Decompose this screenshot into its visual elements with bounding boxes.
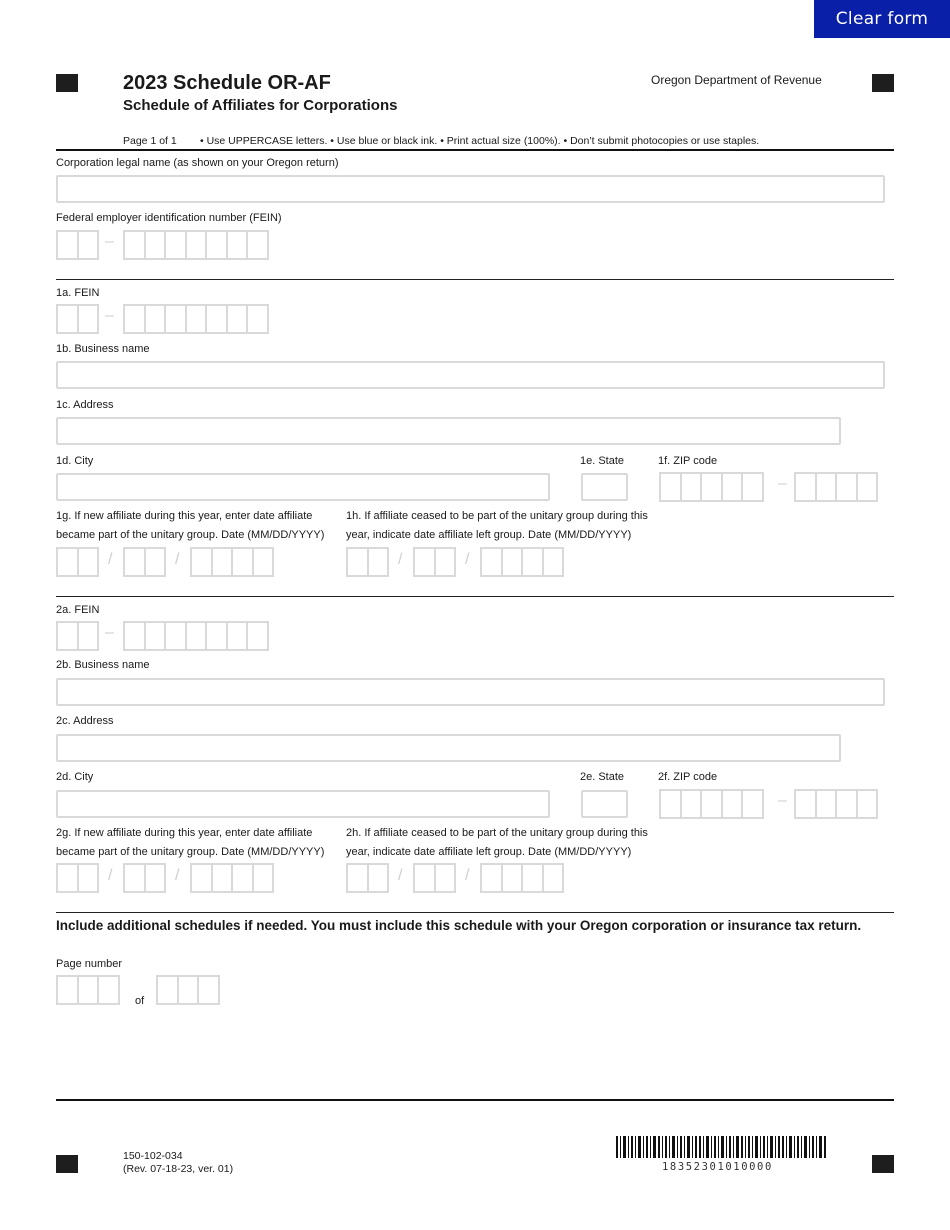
- affiliate-1-ceased-date-label-line1: 1h. If affiliate ceased to be part of the unitary group during this: [346, 510, 648, 522]
- registration-mark-bottom-left: [56, 1155, 78, 1173]
- form-number-block: [123, 1150, 233, 1176]
- affiliate-2-ceased-date-day-input[interactable]: [413, 863, 454, 893]
- affiliate-2-fein-suffix-input[interactable]: [123, 621, 267, 651]
- digit-box[interactable]: [185, 304, 208, 334]
- affiliate-2-zip-label: 2f. ZIP code: [658, 771, 718, 783]
- affiliate-1-ceased-date-year-input[interactable]: [480, 547, 562, 577]
- digit-box[interactable]: [197, 975, 220, 1005]
- barcode-icon: [616, 1136, 826, 1158]
- affiliate-1-address-input[interactable]: [56, 417, 841, 445]
- digit-box[interactable]: [123, 304, 146, 334]
- digit-box[interactable]: [542, 547, 565, 577]
- affiliate-2-address-input[interactable]: [56, 734, 841, 762]
- affiliate-2-new-date-year-input[interactable]: [190, 863, 272, 893]
- affiliate-2-business-label: 2b. Business name: [56, 659, 150, 671]
- digit-box[interactable]: [123, 863, 146, 893]
- digit-box[interactable]: [480, 863, 503, 893]
- digit-box[interactable]: [659, 472, 682, 502]
- digit-box[interactable]: [680, 472, 703, 502]
- affiliate-2-fein-label: 2a. FEIN: [56, 604, 100, 616]
- digit-box[interactable]: [185, 230, 208, 260]
- header-rule: [56, 149, 894, 151]
- form-number: 150-102-034: [123, 1150, 183, 1162]
- digit-box[interactable]: [700, 472, 723, 502]
- affiliate-2-new-date-day-input[interactable]: [123, 863, 164, 893]
- digit-box[interactable]: [252, 863, 275, 893]
- zip-dash: –: [778, 475, 787, 492]
- digit-box[interactable]: [815, 472, 838, 502]
- affiliate-2-city-input[interactable]: [56, 790, 550, 818]
- date-slash: /: [465, 551, 470, 568]
- affiliate-2-business-input[interactable]: [56, 678, 885, 706]
- digit-box[interactable]: [231, 547, 254, 577]
- digit-box[interactable]: [226, 230, 249, 260]
- page-number-input[interactable]: [56, 975, 118, 1005]
- digit-box[interactable]: [123, 547, 146, 577]
- affiliate-2-new-date-label-line1: 2g. If new affiliate during this year, enter date affiliate: [56, 827, 313, 839]
- corp-name-label: Corporation legal name (as shown on your Oregon return): [56, 157, 339, 169]
- digit-box[interactable]: [659, 789, 682, 819]
- digit-box[interactable]: [246, 304, 269, 334]
- footer-rule: [56, 1099, 894, 1101]
- affiliate-2-new-date-month-input[interactable]: [56, 863, 97, 893]
- digit-box[interactable]: [856, 789, 879, 819]
- digit-box[interactable]: [56, 621, 79, 651]
- fein-dash: –: [105, 233, 114, 250]
- section-divider: [56, 912, 894, 913]
- affiliate-1-new-date-label-line2: became part of the unitary group. Date (MM/DD/YYYY): [56, 529, 325, 541]
- digit-box[interactable]: [480, 547, 503, 577]
- barcode-number: 18352301010000: [662, 1161, 773, 1173]
- digit-box[interactable]: [156, 975, 179, 1005]
- digit-box[interactable]: [144, 547, 167, 577]
- digit-box[interactable]: [190, 547, 213, 577]
- digit-box[interactable]: [501, 863, 524, 893]
- affiliate-1-fein-suffix-input[interactable]: [123, 304, 267, 334]
- form-title: 2023 Schedule OR-AF: [123, 72, 331, 94]
- digit-box[interactable]: [434, 547, 457, 577]
- digit-box[interactable]: [211, 863, 234, 893]
- digit-box[interactable]: [190, 863, 213, 893]
- digit-box[interactable]: [144, 621, 167, 651]
- digit-box[interactable]: [815, 789, 838, 819]
- digit-box[interactable]: [56, 547, 79, 577]
- digit-box[interactable]: [856, 472, 879, 502]
- page-indicator: Page 1 of 1: [123, 135, 177, 147]
- digit-box[interactable]: [794, 472, 817, 502]
- section-divider: [56, 279, 894, 280]
- affiliate-1-ceased-date-day-input[interactable]: [413, 547, 454, 577]
- digit-box[interactable]: [77, 547, 100, 577]
- affiliate-1-business-label: 1b. Business name: [56, 343, 150, 355]
- digit-box[interactable]: [97, 975, 120, 1005]
- additional-schedules-notice: Include additional schedules if needed. You must include this schedule with your Oregon corporation or insurance tax return.: [56, 918, 862, 933]
- digit-box[interactable]: [346, 863, 369, 893]
- digit-box[interactable]: [741, 789, 764, 819]
- date-slash: /: [398, 551, 403, 568]
- affiliate-2-ceased-date-label-line1: 2h. If affiliate ceased to be part of the unitary group during this: [346, 827, 648, 839]
- of-label: of: [135, 995, 145, 1007]
- digit-box[interactable]: [721, 472, 744, 502]
- affiliate-2-zip5-input[interactable]: [659, 789, 762, 819]
- page-number-label: Page number: [56, 958, 123, 970]
- digit-box[interactable]: [77, 863, 100, 893]
- digit-box[interactable]: [56, 304, 79, 334]
- digit-box[interactable]: [680, 789, 703, 819]
- digit-box[interactable]: [185, 621, 208, 651]
- digit-box[interactable]: [700, 789, 723, 819]
- digit-box[interactable]: [123, 230, 146, 260]
- fein-dash: –: [105, 307, 114, 324]
- digit-box[interactable]: [144, 230, 167, 260]
- registration-mark-top-left: [56, 74, 78, 92]
- corp-fein-prefix-input[interactable]: [56, 230, 97, 260]
- affiliate-2-ceased-date-year-input[interactable]: [480, 863, 562, 893]
- digit-box[interactable]: [144, 863, 167, 893]
- registration-mark-bottom-right: [872, 1155, 894, 1173]
- section-divider: [56, 596, 894, 597]
- corp-fein-label: Federal employer identification number (FEIN): [56, 212, 282, 224]
- digit-box[interactable]: [794, 789, 817, 819]
- digit-box[interactable]: [367, 547, 390, 577]
- zip-dash: –: [778, 792, 787, 809]
- digit-box[interactable]: [835, 789, 858, 819]
- affiliate-2-address-label: 2c. Address: [56, 715, 114, 727]
- digit-box[interactable]: [205, 230, 228, 260]
- affiliate-1-new-date-month-input[interactable]: [56, 547, 97, 577]
- affiliate-2-zip4-input[interactable]: [794, 789, 876, 819]
- digit-box[interactable]: [77, 304, 100, 334]
- affiliate-1-city-input[interactable]: [56, 473, 550, 501]
- department-name: Oregon Department of Revenue: [651, 73, 822, 87]
- digit-box[interactable]: [231, 863, 254, 893]
- affiliate-2-fein-prefix-input[interactable]: [56, 621, 97, 651]
- date-slash: /: [175, 551, 180, 568]
- digit-box[interactable]: [226, 621, 249, 651]
- digit-box[interactable]: [521, 863, 544, 893]
- affiliate-2-state-label: 2e. State: [580, 771, 625, 783]
- digit-box[interactable]: [413, 863, 436, 893]
- affiliate-1-new-date-day-input[interactable]: [123, 547, 164, 577]
- affiliate-1-ceased-date-month-input[interactable]: [346, 547, 387, 577]
- digit-box[interactable]: [205, 304, 228, 334]
- affiliate-2-ceased-date-label-line2: year, indicate date affiliate left group. Date (MM/DD/YYYY): [346, 846, 632, 858]
- digit-box[interactable]: [56, 975, 79, 1005]
- affiliate-1-fein-prefix-input[interactable]: [56, 304, 97, 334]
- digit-box[interactable]: [346, 547, 369, 577]
- affiliate-2-state-input[interactable]: [581, 790, 628, 818]
- form-revision: (Rev. 07-18-23, ver. 01): [123, 1163, 234, 1175]
- digit-box[interactable]: [56, 230, 79, 260]
- affiliate-1-zip-label: 1f. ZIP code: [658, 455, 718, 467]
- digit-box[interactable]: [77, 621, 100, 651]
- digit-box[interactable]: [164, 230, 187, 260]
- registration-mark-top-right: [872, 74, 894, 92]
- affiliate-1-new-date-year-input[interactable]: [190, 547, 272, 577]
- digit-box[interactable]: [177, 975, 200, 1005]
- form-subtitle: Schedule of Affiliates for Corporations: [123, 97, 398, 114]
- digit-box[interactable]: [211, 547, 234, 577]
- affiliate-1-city-label: 1d. City: [56, 455, 94, 467]
- corp-name-input[interactable]: [56, 175, 885, 203]
- affiliate-1-address-label: 1c. Address: [56, 399, 114, 411]
- digit-box[interactable]: [741, 472, 764, 502]
- affiliate-1-zip4-input[interactable]: [794, 472, 876, 502]
- digit-box[interactable]: [56, 863, 79, 893]
- digit-box[interactable]: [226, 304, 249, 334]
- digit-box[interactable]: [521, 547, 544, 577]
- digit-box[interactable]: [164, 304, 187, 334]
- affiliate-1-fein-label: 1a. FEIN: [56, 287, 100, 299]
- affiliate-1-ceased-date-label-line2: year, indicate date affiliate left group. Date (MM/DD/YYYY): [346, 529, 632, 541]
- digit-box[interactable]: [501, 547, 524, 577]
- affiliate-2-city-label: 2d. City: [56, 771, 94, 783]
- affiliate-1-business-input[interactable]: [56, 361, 885, 389]
- clear-form-button[interactable]: Clear form: [814, 0, 950, 38]
- digit-box[interactable]: [252, 547, 275, 577]
- affiliate-2-ceased-date-month-input[interactable]: [346, 863, 387, 893]
- digit-box[interactable]: [835, 472, 858, 502]
- date-slash: /: [108, 551, 113, 568]
- date-slash: /: [465, 867, 470, 884]
- digit-box[interactable]: [367, 863, 390, 893]
- digit-box[interactable]: [542, 863, 565, 893]
- digit-box[interactable]: [144, 304, 167, 334]
- date-slash: /: [175, 867, 180, 884]
- digit-box[interactable]: [721, 789, 744, 819]
- total-pages-input[interactable]: [156, 975, 218, 1005]
- affiliate-1-new-date-label-line1: 1g. If new affiliate during this year, enter date affiliate: [56, 510, 313, 522]
- digit-box[interactable]: [246, 621, 269, 651]
- affiliate-1-state-input[interactable]: [581, 473, 628, 501]
- date-slash: /: [398, 867, 403, 884]
- digit-box[interactable]: [123, 621, 146, 651]
- fein-dash: –: [105, 624, 114, 641]
- digit-box[interactable]: [205, 621, 228, 651]
- digit-box[interactable]: [434, 863, 457, 893]
- digit-box[interactable]: [246, 230, 269, 260]
- digit-box[interactable]: [413, 547, 436, 577]
- affiliate-2-new-date-label-line2: became part of the unitary group. Date (MM/DD/YYYY): [56, 846, 325, 858]
- date-slash: /: [108, 867, 113, 884]
- instructions: • Use UPPERCASE letters. • Use blue or black ink. • Print actual size (100%). • Don’t submit photocopies or use staples.: [200, 135, 760, 147]
- affiliate-1-zip5-input[interactable]: [659, 472, 762, 502]
- corp-fein-suffix-input[interactable]: [123, 230, 267, 260]
- digit-box[interactable]: [164, 621, 187, 651]
- digit-box[interactable]: [77, 975, 100, 1005]
- affiliate-1-state-label: 1e. State: [580, 455, 625, 467]
- digit-box[interactable]: [77, 230, 100, 260]
